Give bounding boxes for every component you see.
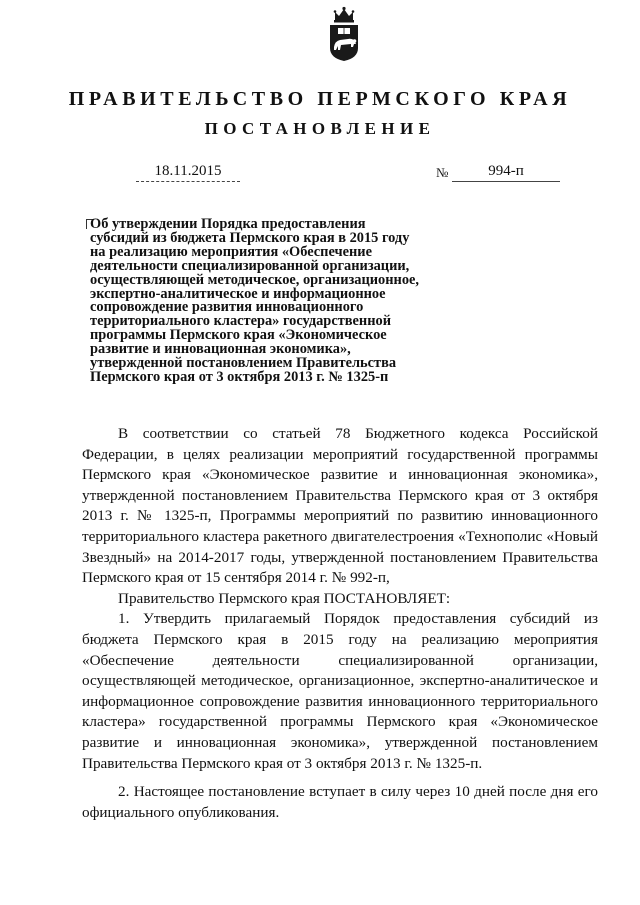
document-date: 18.11.2015	[136, 161, 240, 182]
subject-line: Пермского края от 3 октября 2013 г. № 1325-п	[90, 368, 389, 385]
subject-line: Об утверждении Порядка предоставления	[90, 216, 366, 232]
document-subject	[90, 218, 440, 385]
document-type: ПОСТАНОВЛЕНИЕ	[204, 119, 436, 138]
subject-line: на реализацию мероприятия «Обеспечение	[90, 243, 372, 260]
subject-line: субсидий из бюджета Пермского края в 2015 году	[90, 229, 410, 246]
resolution-paragraph: Правительство Пермского края ПОСТАНОВЛЯЕТ:	[118, 589, 451, 607]
clause-2-paragraph: 2. Настоящее постановление вступает в силу через 10 дней после дня его официального опубликования.	[82, 783, 598, 821]
perm-krai-coat-of-arms-icon	[326, 6, 362, 62]
subject-line: территориального кластера» государственной	[90, 313, 392, 330]
subject-line: программы Пермского края «Экономическое	[90, 327, 387, 344]
subject-line: осуществляющей методическое, организационное,	[90, 271, 420, 288]
preamble-paragraph: В соответствии со статьей 78 Бюджетного кодекса Российской Федерации, в целях реализации мероприятий государственной программы Пермского края «Экономическое развитие и инновационная экономика», утвержденной постановлением Правительства Пермского края от 3 октября 2013 г. № 1325-п, Программы мероприятий по развитию инновационного территориального кластера ракетного двигателестроения «Технополис «Новый Звездный» на 2014-2017 годы, утвержденной постановлением Правительства Пермского края от 15 сентября 2014 г. № 992-п,	[82, 425, 598, 587]
subject-line: сопровождение развития инновационного	[90, 299, 364, 316]
clause-1-paragraph: 1. Утвердить прилагаемый Порядок предоставления субсидий из бюджета Пермского края в 2015 году на реализацию мероприятия «Обеспечение деятельности специализированной организации, осуществляющей методическое, организационное, экспертно-аналитическое и информационное сопровождение развития инновационного территориального кластера» государственной программы Пермского края «Экономическое развитие и инновационная экономика», утвержденной постановлением Правительства Пермского края от 3 октября 2013 г. № 1325-п.	[82, 610, 598, 772]
subject-line: деятельности специализированной организации,	[90, 257, 410, 274]
document-body	[82, 424, 598, 823]
number-sign: №	[436, 165, 449, 180]
subject-line: утвержденной постановлением Правительства	[90, 355, 397, 372]
document-number: 994-п	[452, 161, 560, 182]
subject-line: экспертно-аналитическое и информационное	[90, 285, 386, 302]
subject-line: развитие и инновационная экономика»,	[90, 341, 351, 358]
government-title: ПРАВИТЕЛЬСТВО ПЕРМСКОГО КРАЯ	[68, 88, 572, 110]
